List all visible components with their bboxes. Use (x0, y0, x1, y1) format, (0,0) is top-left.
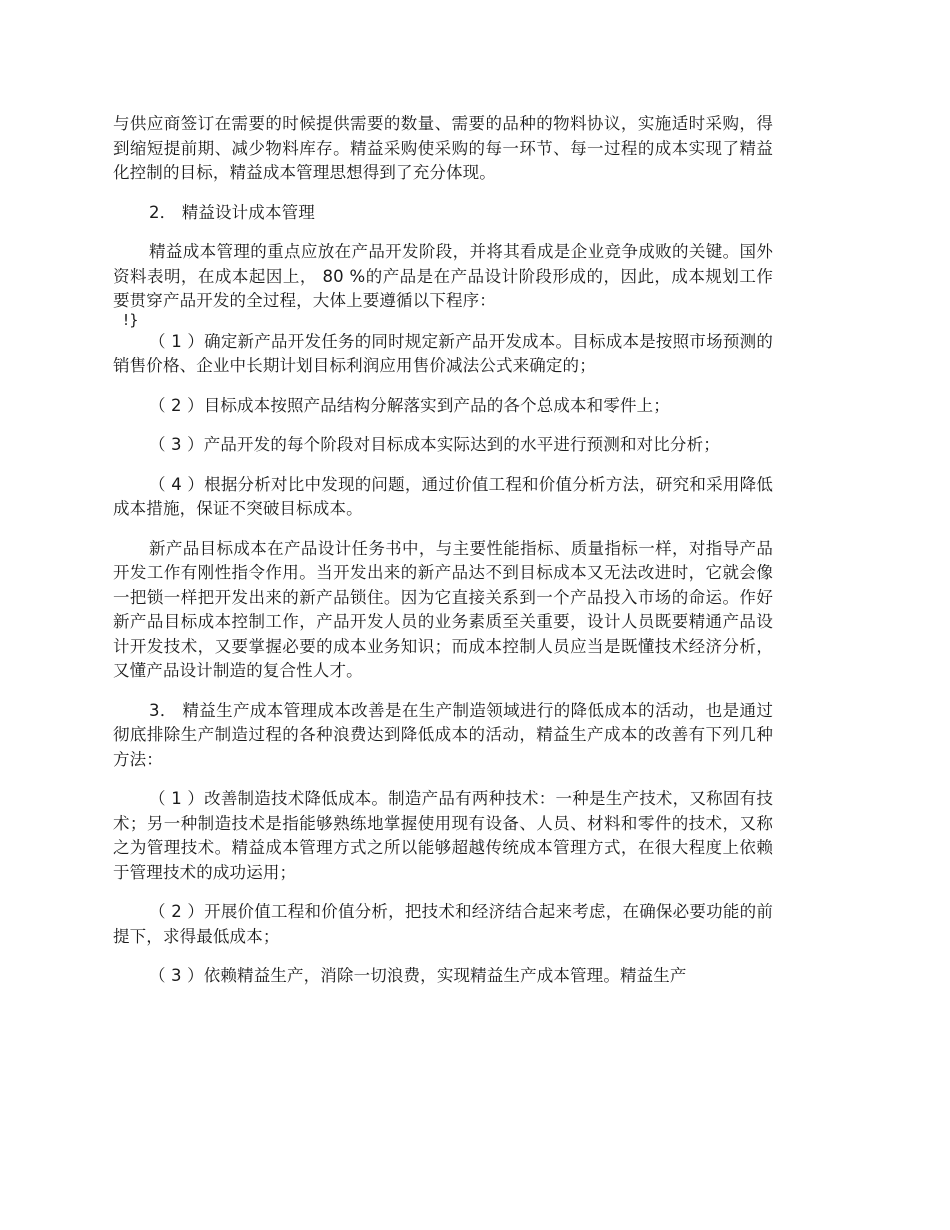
list-item-step-4: （ 4 ）根据分析对比中发现的问题，通过价值工程和价值分析方法，研究和采用降低成本措施，保证不突破目标成本。 (113, 474, 773, 518)
heading-lean-design-cost: 2． 精益设计成本管理 (149, 202, 315, 222)
paragraph-target-cost: 新产品目标成本在产品设计任务书中，与主要性能指标、质量指标一样，对指导产品开发工作有刚性指令作用。当开发出来的新产品达不到目标成本又无法改进时，它就会像一把锁一样把开发出来的新产品锁住。因为它直接关系到一个产品投入市场的命运。作好新产品目标成本控制工作，产品开发人员的业务素质至关重要，设计人员既要精通产品设计开发技术，又要掌握必要的成本业务知识；而成本控制人员应当是既懂技术经济分析，又懂产品设计制造的复合性人才。 (113, 538, 773, 680)
paragraph-design-focus: 精益成本管理的重点应放在产品开发阶段，并将其看成是企业竞争成败的关键。国外资料表明，在成本起因上， 80 %的产品是在产品设计阶段形成的，因此，成本规划工作要贯穿产品开发的全过程，大体上要遵循以下程序： (113, 242, 773, 310)
list-item-step-2: （ 2 ）目标成本按照产品结构分解落实到产品的各个总成本和零件上； (149, 395, 670, 415)
list-item-method-2: （ 2 ）开展价值工程和价值分析，把技术和经济结合起来考虑，在确保必要功能的前提下，求得最低成本； (113, 902, 773, 946)
list-item-step-1: （ 1 ）确定新产品开发任务的同时规定新产品开发成本。目标成本是按照市场预测的销售价格、企业中长期计划目标利润应用售价减法公式来确定的； (113, 331, 773, 375)
document-body (113, 112, 773, 1004)
list-item-method-1: （ 1 ）改善制造技术降低成本。制造产品有两种技术：一种是生产技术，又称固有技术；另一种制造技术是指能够熟练地掌握使用现有设备、人员、材料和零件的技术，又称之为管理技术。精益成本管理方式之所以能够超越传统成本管理方式，在很大程度上依赖于管理技术的成功运用； (113, 789, 773, 882)
list-item-step-3: （ 3 ）产品开发的每个阶段对目标成本实际达到的水平进行预测和对比分析； (149, 435, 720, 454)
list-item-method-3: （ 3 ）依赖精益生产，消除一切浪费，实现精益生产成本管理。精益生产 (149, 966, 687, 985)
paragraph-procurement-end: 与供应商签订在需要的时候提供需要的数量、需要的品种的物料协议，实施适时采购，得到缩短提前期、减少物料库存。精益采购使采购的每一环节、每一过程的成本实现了精益化控制的目标，精益成本管理思想得到了充分体现。 (113, 114, 773, 182)
heading-lean-production-cost: 3． 精益生产成本管理成本改善是在生产制造领域进行的降低成本的活动，也是通过彻底排除生产制造过程的各种浪费达到降低成本的活动，精益生产成本的改善有下列几种方法： (113, 700, 773, 769)
stray-marks: !} (123, 310, 139, 329)
